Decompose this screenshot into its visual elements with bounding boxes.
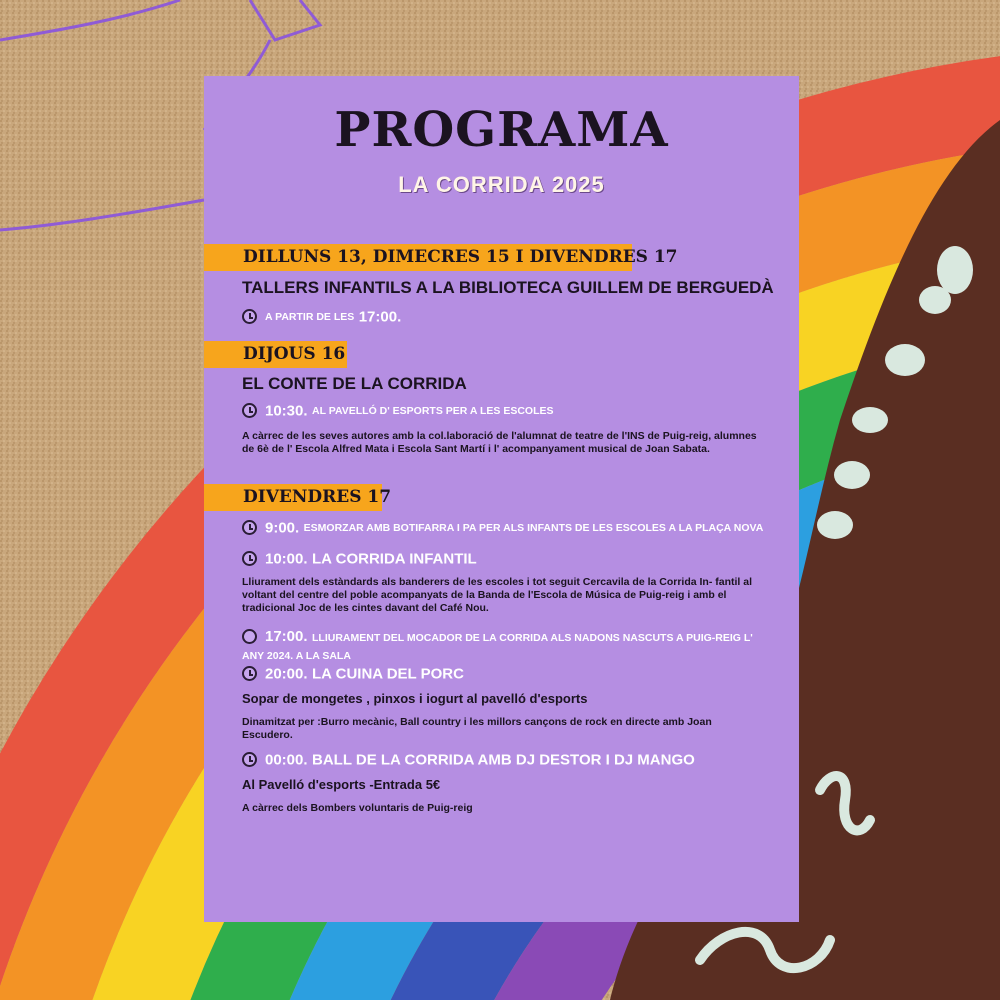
- time-row-mocador: 17:00. LLIURAMENT DEL MOCADOR DE LA CORRIDA ALS NADONS NASCUTS A PUIG-REIG L' ANY 2024. A LA SALA: [242, 628, 753, 662]
- day-band-2: DIJOUS 16: [204, 341, 347, 368]
- clock-icon: [242, 666, 257, 681]
- time-row-esmorzar: 9:00. ESMORZAR AMB BOTIFARRA I PA PER ALS INFANTS DE LES ESCOLES A LA PLAÇA NOVA: [242, 519, 763, 537]
- clock-icon: [242, 403, 257, 418]
- clock-icon: [242, 520, 257, 535]
- ball-organitzadors: A càrrec dels Bombers voluntaris de Puig-reig: [242, 802, 473, 814]
- cuina-porc-dinamitzat: Dinamitzat per :Burro mecànic, Ball country i les millors cançons de rock en directe amb Joan Escudero.: [242, 716, 712, 741]
- program-panel: [204, 76, 799, 922]
- clock-icon: [242, 629, 257, 644]
- time-row-corrida-infantil: 10:00. LA CORRIDA INFANTIL: [242, 550, 477, 568]
- clock-icon: [242, 309, 257, 324]
- ball-entrada: Al Pavelló d'esports -Entrada 5€: [242, 777, 441, 792]
- clock-icon: [242, 752, 257, 767]
- conte-description: A càrrec de les seves autores amb la col.laboració de l'alumnat de teatre de l'INS de Puig-reig, alumnes de 6è de l' Escola Alfred Mata i Escola Sant Martí i l' acompanyament musical de Joan Sabata.: [242, 430, 757, 455]
- day-band-3: DIVENDRES 17: [204, 484, 382, 511]
- page-title: PROGRAMA: [334, 102, 669, 158]
- time-row-ball: 00:00. BALL DE LA CORRIDA AMB DJ DESTOR I DJ MANGO: [242, 751, 695, 769]
- cuina-porc-sopar: Sopar de mongetes , pinxos i iogurt al pavelló d'esports: [242, 691, 588, 706]
- clock-icon: [242, 551, 257, 566]
- page-subtitle: LA CORRIDA 2025: [398, 172, 605, 197]
- event-title-tallers: TALLERS INFANTILS A LA BIBLIOTECA GUILLEM DE BERGUEDÀ: [242, 278, 774, 297]
- time-row-conte: 10:30. AL PAVELLÓ D' ESPORTS PER A LES ESCOLES: [242, 402, 554, 420]
- day-band-1: DILLUNS 13, DIMECRES 15 I DIVENDRES 17: [204, 244, 632, 271]
- time-row-cuina-porc: 20:00. LA CUINA DEL PORC: [242, 665, 464, 683]
- time-row-tallers: A PARTIR DE LES 17:00.: [242, 308, 401, 326]
- corrida-infantil-description: Lliurament dels estàndards als banderers de les escoles i tot seguit Cercavila de la Corrida In- fantil al voltant del centre del poble acompanyats de la Banda de l'Escola de Música de Puig-reig i amb el tradicional Joc de les cintes davant del Café Nou.: [242, 576, 753, 614]
- event-title-conte: EL CONTE DE LA CORRIDA: [242, 374, 467, 393]
